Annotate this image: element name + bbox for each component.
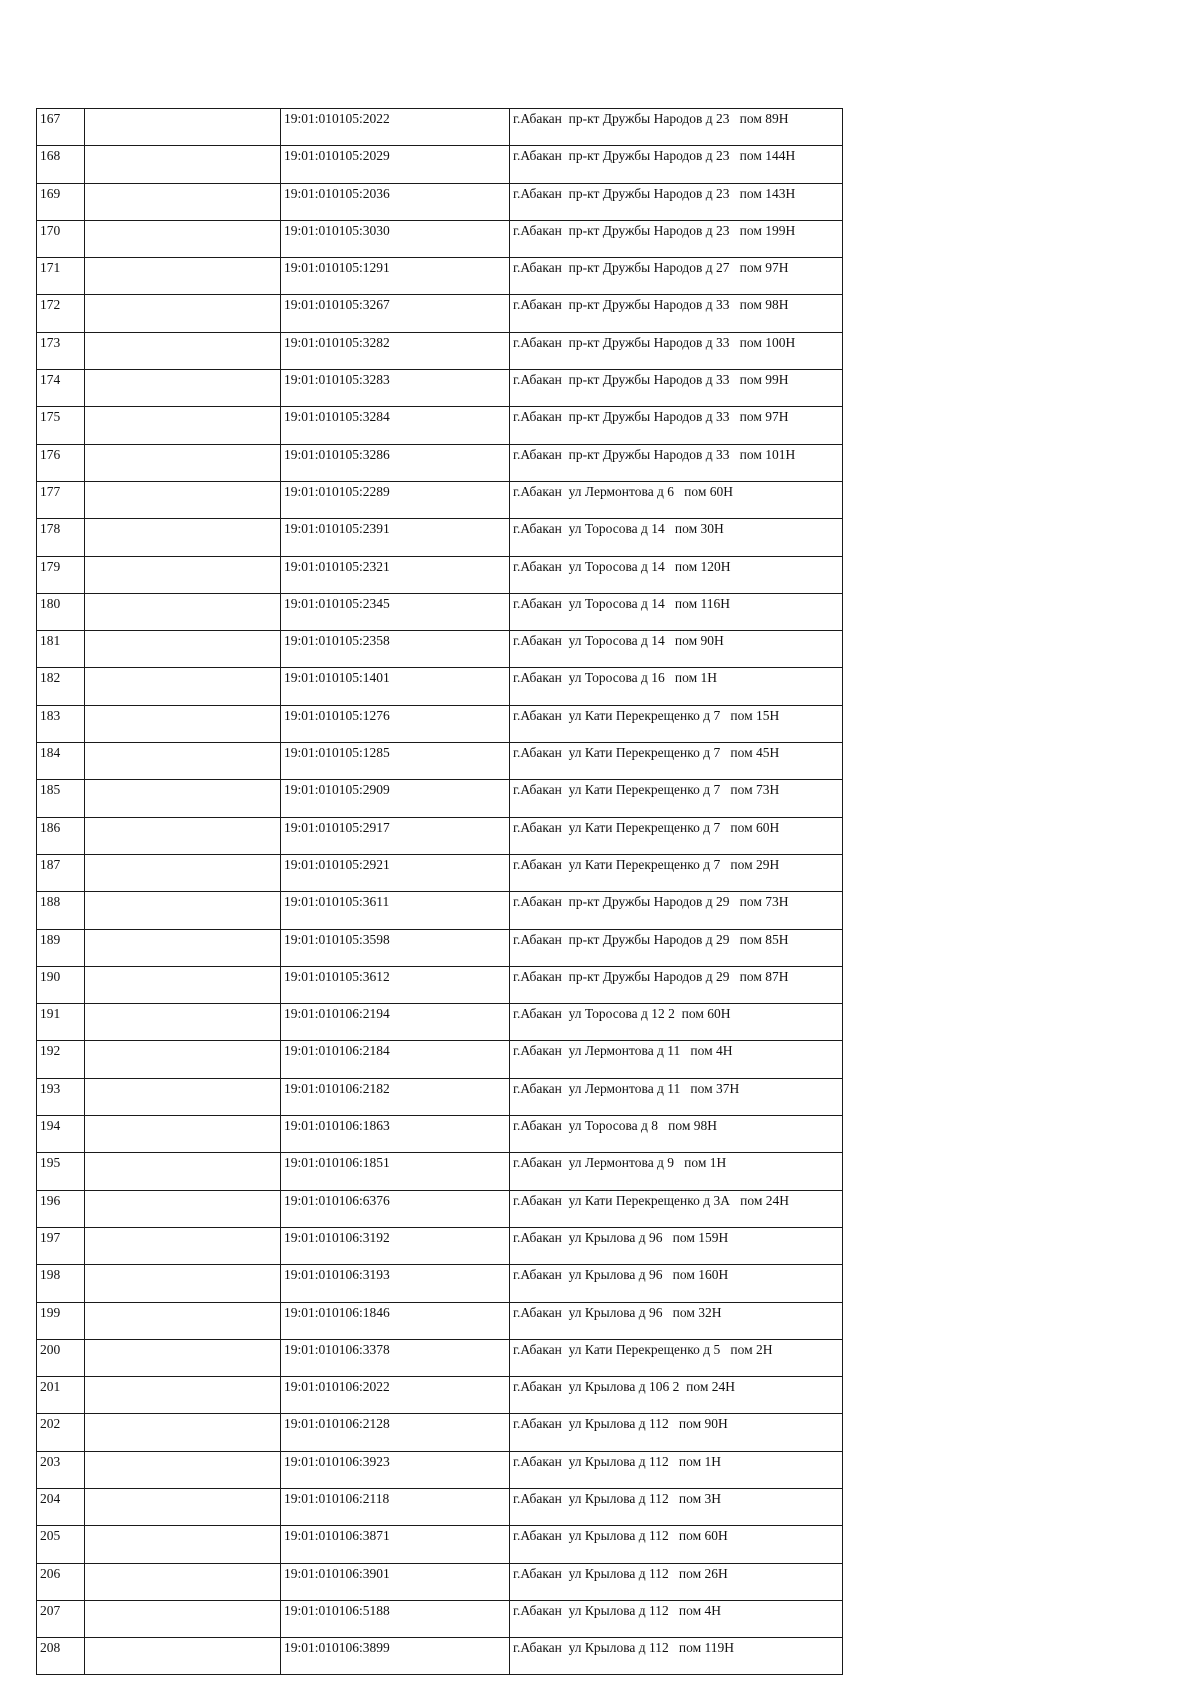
empty-cell (85, 1190, 281, 1227)
row-number-cell: 178 (37, 519, 85, 556)
address-cell: г.Абакан пр-кт Дружбы Народов д 33 пом 101Н (510, 444, 843, 481)
row-number-cell: 182 (37, 668, 85, 705)
cadastral-number-cell: 19:01:010105:3283 (281, 370, 510, 407)
cadastral-number-cell: 19:01:010105:2921 (281, 854, 510, 891)
address-cell: г.Абакан ул Кати Перекрещенко д 5 пом 2Н (510, 1339, 843, 1376)
table-row (37, 258, 843, 295)
row-number-cell: 192 (37, 1041, 85, 1078)
row-number-cell: 173 (37, 332, 85, 369)
table-row (37, 1563, 843, 1600)
cadastral-number-cell: 19:01:010105:2391 (281, 519, 510, 556)
cadastral-number-cell: 19:01:010105:3598 (281, 929, 510, 966)
address-cell: г.Абакан ул Крылова д 112 пом 4Н (510, 1600, 843, 1637)
cadastral-number-cell: 19:01:010105:2917 (281, 817, 510, 854)
row-number-cell: 207 (37, 1600, 85, 1637)
row-number-cell: 203 (37, 1451, 85, 1488)
row-number-cell: 181 (37, 631, 85, 668)
address-cell: г.Абакан пр-кт Дружбы Народов д 33 пом 99Н (510, 370, 843, 407)
address-cell: г.Абакан ул Кати Перекрещенко д 7 пом 73Н (510, 780, 843, 817)
cadastral-number-cell: 19:01:010106:1846 (281, 1302, 510, 1339)
row-number-cell: 185 (37, 780, 85, 817)
empty-cell (85, 631, 281, 668)
table-row (37, 1302, 843, 1339)
address-cell: г.Абакан ул Лермонтова д 11 пом 4Н (510, 1041, 843, 1078)
cadastral-number-cell: 19:01:010105:3282 (281, 332, 510, 369)
empty-cell (85, 109, 281, 146)
property-table-body (37, 109, 843, 1675)
cadastral-number-cell: 19:01:010105:1401 (281, 668, 510, 705)
empty-cell (85, 1526, 281, 1563)
cadastral-number-cell: 19:01:010106:3923 (281, 1451, 510, 1488)
table-row (37, 109, 843, 146)
empty-cell (85, 668, 281, 705)
row-number-cell: 183 (37, 705, 85, 742)
address-cell: г.Абакан пр-кт Дружбы Народов д 27 пом 97Н (510, 258, 843, 295)
empty-cell (85, 519, 281, 556)
address-cell: г.Абакан ул Крылова д 96 пом 159Н (510, 1227, 843, 1264)
cadastral-number-cell: 19:01:010106:2128 (281, 1414, 510, 1451)
table-row (37, 1414, 843, 1451)
table-row (37, 1451, 843, 1488)
cadastral-number-cell: 19:01:010106:5188 (281, 1600, 510, 1637)
row-number-cell: 184 (37, 743, 85, 780)
empty-cell (85, 1153, 281, 1190)
table-row (37, 1526, 843, 1563)
row-number-cell: 171 (37, 258, 85, 295)
row-number-cell: 206 (37, 1563, 85, 1600)
address-cell: г.Абакан пр-кт Дружбы Народов д 23 пом 143Н (510, 183, 843, 220)
empty-cell (85, 556, 281, 593)
row-number-cell: 186 (37, 817, 85, 854)
empty-cell (85, 1041, 281, 1078)
empty-cell (85, 146, 281, 183)
empty-cell (85, 743, 281, 780)
address-cell: г.Абакан пр-кт Дружбы Народов д 33 пом 98Н (510, 295, 843, 332)
table-row (37, 966, 843, 1003)
table-row (37, 631, 843, 668)
empty-cell (85, 1004, 281, 1041)
row-number-cell: 198 (37, 1265, 85, 1302)
address-cell: г.Абакан ул Крылова д 112 пом 3Н (510, 1488, 843, 1525)
table-row (37, 332, 843, 369)
empty-cell (85, 780, 281, 817)
row-number-cell: 194 (37, 1116, 85, 1153)
cadastral-number-cell: 19:01:010106:3378 (281, 1339, 510, 1376)
address-cell: г.Абакан ул Кати Перекрещенко д 7 пом 45Н (510, 743, 843, 780)
table-row (37, 705, 843, 742)
table-row (37, 407, 843, 444)
table-row (37, 1227, 843, 1264)
row-number-cell: 189 (37, 929, 85, 966)
empty-cell (85, 1227, 281, 1264)
table-row (37, 481, 843, 518)
table-row (37, 1041, 843, 1078)
table-row (37, 593, 843, 630)
table-row (37, 519, 843, 556)
cadastral-number-cell: 19:01:010105:3612 (281, 966, 510, 1003)
address-cell: г.Абакан пр-кт Дружбы Народов д 29 пом 87Н (510, 966, 843, 1003)
cadastral-number-cell: 19:01:010105:3267 (281, 295, 510, 332)
cadastral-number-cell: 19:01:010105:2909 (281, 780, 510, 817)
address-cell: г.Абакан ул Крылова д 112 пом 26Н (510, 1563, 843, 1600)
empty-cell (85, 1377, 281, 1414)
empty-cell (85, 1414, 281, 1451)
empty-cell (85, 481, 281, 518)
cadastral-number-cell: 19:01:010105:2022 (281, 109, 510, 146)
table-row (37, 1265, 843, 1302)
table-row (37, 220, 843, 257)
empty-cell (85, 1265, 281, 1302)
row-number-cell: 199 (37, 1302, 85, 1339)
row-number-cell: 172 (37, 295, 85, 332)
row-number-cell: 208 (37, 1638, 85, 1675)
row-number-cell: 205 (37, 1526, 85, 1563)
row-number-cell: 177 (37, 481, 85, 518)
row-number-cell: 180 (37, 593, 85, 630)
address-cell: г.Абакан пр-кт Дружбы Народов д 29 пом 73Н (510, 892, 843, 929)
empty-cell (85, 892, 281, 929)
row-number-cell: 170 (37, 220, 85, 257)
cadastral-number-cell: 19:01:010106:3899 (281, 1638, 510, 1675)
table-row (37, 1377, 843, 1414)
row-number-cell: 167 (37, 109, 85, 146)
empty-cell (85, 1488, 281, 1525)
address-cell: г.Абакан ул Кати Перекрещенко д 7 пом 60Н (510, 817, 843, 854)
row-number-cell: 168 (37, 146, 85, 183)
table-row (37, 817, 843, 854)
row-number-cell: 169 (37, 183, 85, 220)
row-number-cell: 179 (37, 556, 85, 593)
row-number-cell: 193 (37, 1078, 85, 1115)
table-row (37, 929, 843, 966)
address-cell: г.Абакан ул Кати Перекрещенко д 7 пом 15Н (510, 705, 843, 742)
address-cell: г.Абакан ул Крылова д 96 пом 32Н (510, 1302, 843, 1339)
address-cell: г.Абакан ул Крылова д 112 пом 1Н (510, 1451, 843, 1488)
table-row (37, 1339, 843, 1376)
empty-cell (85, 1339, 281, 1376)
cadastral-number-cell: 19:01:010105:3030 (281, 220, 510, 257)
empty-cell (85, 258, 281, 295)
cadastral-number-cell: 19:01:010106:1851 (281, 1153, 510, 1190)
row-number-cell: 174 (37, 370, 85, 407)
row-number-cell: 187 (37, 854, 85, 891)
table-row (37, 1153, 843, 1190)
empty-cell (85, 854, 281, 891)
table-row (37, 854, 843, 891)
address-cell: г.Абакан пр-кт Дружбы Народов д 33 пом 100Н (510, 332, 843, 369)
table-row (37, 743, 843, 780)
empty-cell (85, 407, 281, 444)
address-cell: г.Абакан ул Крылова д 112 пом 60Н (510, 1526, 843, 1563)
table-row (37, 444, 843, 481)
address-cell: г.Абакан ул Торосова д 14 пом 120Н (510, 556, 843, 593)
cadastral-number-cell: 19:01:010105:2289 (281, 481, 510, 518)
address-cell: г.Абакан ул Крылова д 112 пом 119Н (510, 1638, 843, 1675)
empty-cell (85, 1563, 281, 1600)
property-table (36, 108, 843, 1675)
address-cell: г.Абакан пр-кт Дружбы Народов д 23 пом 199Н (510, 220, 843, 257)
cadastral-number-cell: 19:01:010105:2029 (281, 146, 510, 183)
row-number-cell: 188 (37, 892, 85, 929)
address-cell: г.Абакан пр-кт Дружбы Народов д 33 пом 97Н (510, 407, 843, 444)
empty-cell (85, 220, 281, 257)
empty-cell (85, 1116, 281, 1153)
row-number-cell: 201 (37, 1377, 85, 1414)
address-cell: г.Абакан пр-кт Дружбы Народов д 23 пом 89Н (510, 109, 843, 146)
empty-cell (85, 370, 281, 407)
empty-cell (85, 1302, 281, 1339)
address-cell: г.Абакан ул Торосова д 16 пом 1Н (510, 668, 843, 705)
cadastral-number-cell: 19:01:010106:2194 (281, 1004, 510, 1041)
address-cell: г.Абакан ул Лермонтова д 6 пом 60Н (510, 481, 843, 518)
row-number-cell: 190 (37, 966, 85, 1003)
row-number-cell: 195 (37, 1153, 85, 1190)
cadastral-number-cell: 19:01:010105:1276 (281, 705, 510, 742)
cadastral-number-cell: 19:01:010106:3193 (281, 1265, 510, 1302)
address-cell: г.Абакан пр-кт Дружбы Народов д 23 пом 144Н (510, 146, 843, 183)
empty-cell (85, 593, 281, 630)
empty-cell (85, 705, 281, 742)
empty-cell (85, 929, 281, 966)
address-cell: г.Абакан ул Торосова д 8 пом 98Н (510, 1116, 843, 1153)
cadastral-number-cell: 19:01:010105:2321 (281, 556, 510, 593)
row-number-cell: 196 (37, 1190, 85, 1227)
address-cell: г.Абакан пр-кт Дружбы Народов д 29 пом 85Н (510, 929, 843, 966)
empty-cell (85, 817, 281, 854)
table-row (37, 1116, 843, 1153)
row-number-cell: 202 (37, 1414, 85, 1451)
cadastral-number-cell: 19:01:010106:2022 (281, 1377, 510, 1414)
empty-cell (85, 183, 281, 220)
row-number-cell: 191 (37, 1004, 85, 1041)
row-number-cell: 176 (37, 444, 85, 481)
table-row (37, 183, 843, 220)
table-row (37, 1078, 843, 1115)
table-row (37, 1004, 843, 1041)
address-cell: г.Абакан ул Крылова д 96 пом 160Н (510, 1265, 843, 1302)
address-cell: г.Абакан ул Кати Перекрещенко д 3А пом 24Н (510, 1190, 843, 1227)
empty-cell (85, 295, 281, 332)
address-cell: г.Абакан ул Крылова д 106 2 пом 24Н (510, 1377, 843, 1414)
empty-cell (85, 332, 281, 369)
table-row (37, 1190, 843, 1227)
row-number-cell: 200 (37, 1339, 85, 1376)
cadastral-number-cell: 19:01:010105:3611 (281, 892, 510, 929)
table-row (37, 295, 843, 332)
cadastral-number-cell: 19:01:010106:2184 (281, 1041, 510, 1078)
empty-cell (85, 1451, 281, 1488)
table-row (37, 1488, 843, 1525)
cadastral-number-cell: 19:01:010106:3901 (281, 1563, 510, 1600)
cadastral-number-cell: 19:01:010105:1291 (281, 258, 510, 295)
table-row (37, 780, 843, 817)
cadastral-number-cell: 19:01:010106:1863 (281, 1116, 510, 1153)
cadastral-number-cell: 19:01:010106:6376 (281, 1190, 510, 1227)
empty-cell (85, 1638, 281, 1675)
cadastral-number-cell: 19:01:010106:3871 (281, 1526, 510, 1563)
address-cell: г.Абакан ул Лермонтова д 11 пом 37Н (510, 1078, 843, 1115)
cadastral-number-cell: 19:01:010105:2345 (281, 593, 510, 630)
row-number-cell: 175 (37, 407, 85, 444)
cadastral-number-cell: 19:01:010105:1285 (281, 743, 510, 780)
address-cell: г.Абакан ул Торосова д 14 пом 116Н (510, 593, 843, 630)
table-row (37, 1600, 843, 1637)
table-row (37, 892, 843, 929)
cadastral-number-cell: 19:01:010105:3286 (281, 444, 510, 481)
cadastral-number-cell: 19:01:010106:2182 (281, 1078, 510, 1115)
row-number-cell: 197 (37, 1227, 85, 1264)
cadastral-number-cell: 19:01:010105:2358 (281, 631, 510, 668)
cadastral-number-cell: 19:01:010105:2036 (281, 183, 510, 220)
table-row (37, 146, 843, 183)
empty-cell (85, 1078, 281, 1115)
table-row (37, 556, 843, 593)
cadastral-number-cell: 19:01:010106:3192 (281, 1227, 510, 1264)
empty-cell (85, 1600, 281, 1637)
address-cell: г.Абакан ул Кати Перекрещенко д 7 пом 29Н (510, 854, 843, 891)
table-row (37, 668, 843, 705)
cadastral-number-cell: 19:01:010106:2118 (281, 1488, 510, 1525)
address-cell: г.Абакан ул Торосова д 12 2 пом 60Н (510, 1004, 843, 1041)
row-number-cell: 204 (37, 1488, 85, 1525)
address-cell: г.Абакан ул Лермонтова д 9 пом 1Н (510, 1153, 843, 1190)
empty-cell (85, 966, 281, 1003)
address-cell: г.Абакан ул Крылова д 112 пом 90Н (510, 1414, 843, 1451)
table-row (37, 1638, 843, 1675)
address-cell: г.Абакан ул Торосова д 14 пом 30Н (510, 519, 843, 556)
cadastral-number-cell: 19:01:010105:3284 (281, 407, 510, 444)
table-row (37, 370, 843, 407)
address-cell: г.Абакан ул Торосова д 14 пом 90Н (510, 631, 843, 668)
empty-cell (85, 444, 281, 481)
